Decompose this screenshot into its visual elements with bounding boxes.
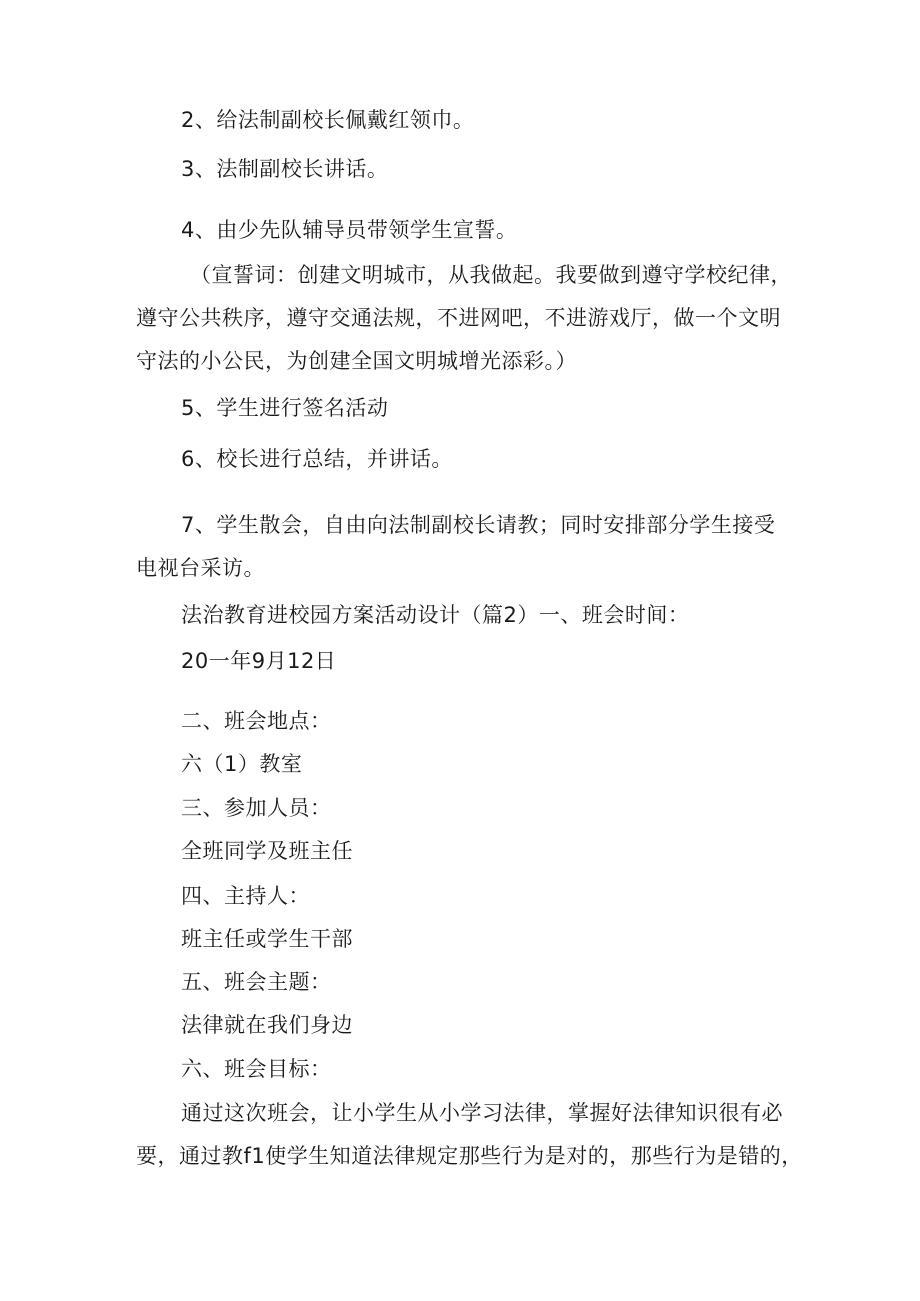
goal-text-line-1: 通过这次班会，让小学生从小学习法律，掌握好法律知识很有必 bbox=[181, 1101, 783, 1125]
participants-label: 三、参加人员： bbox=[181, 796, 332, 820]
goal-label: 六、班会目标： bbox=[181, 1057, 332, 1081]
list-item-5: 5、学生进行签名活动 bbox=[181, 396, 389, 420]
list-item-2: 2、给法制副校长佩戴红领巾。 bbox=[181, 108, 475, 132]
oath-text-line-2: 遵守公共秩序，遵守交通法规，不进网吧，不进游戏厅，做一个文明 bbox=[136, 306, 781, 330]
list-item-7-line-2: 电视台采访。 bbox=[136, 556, 265, 580]
participants: 全班同学及班主任 bbox=[181, 839, 353, 863]
list-item-6: 6、校长进行总结，并讲话。 bbox=[181, 447, 453, 471]
list-item-4: 4、由少先队辅导员带领学生宣誓。 bbox=[181, 218, 518, 242]
oath-text-line-1: （宣誓词：创建文明城市，从我做起。我要做到遵守学校纪律， bbox=[190, 263, 792, 287]
host-label: 四、主持人： bbox=[181, 884, 310, 908]
list-item-3: 3、法制副校长讲话。 bbox=[181, 157, 389, 181]
theme: 法律就在我们身边 bbox=[181, 1013, 353, 1037]
meeting-location-label: 二、班会地点： bbox=[181, 709, 332, 733]
goal-text-line-2: 要，通过教f1使学生知道法律规定那些行为是对的，那些行为是错的， bbox=[136, 1144, 803, 1168]
section-heading-2: 法治教育进校园方案活动设计（篇2）一、班会时间： bbox=[181, 603, 690, 627]
meeting-date: 20一年9月12日 bbox=[181, 649, 337, 673]
host: 班主任或学生干部 bbox=[181, 927, 353, 951]
oath-text-line-3: 守法的小公民，为创建全国文明城增光添彩。） bbox=[136, 349, 577, 373]
theme-label: 五、班会主题： bbox=[181, 970, 332, 994]
list-item-7-line-1: 7、学生散会，自由向法制副校长请教；同时安排部分学生接受 bbox=[181, 513, 776, 537]
meeting-location: 六（1）教室 bbox=[181, 752, 303, 776]
